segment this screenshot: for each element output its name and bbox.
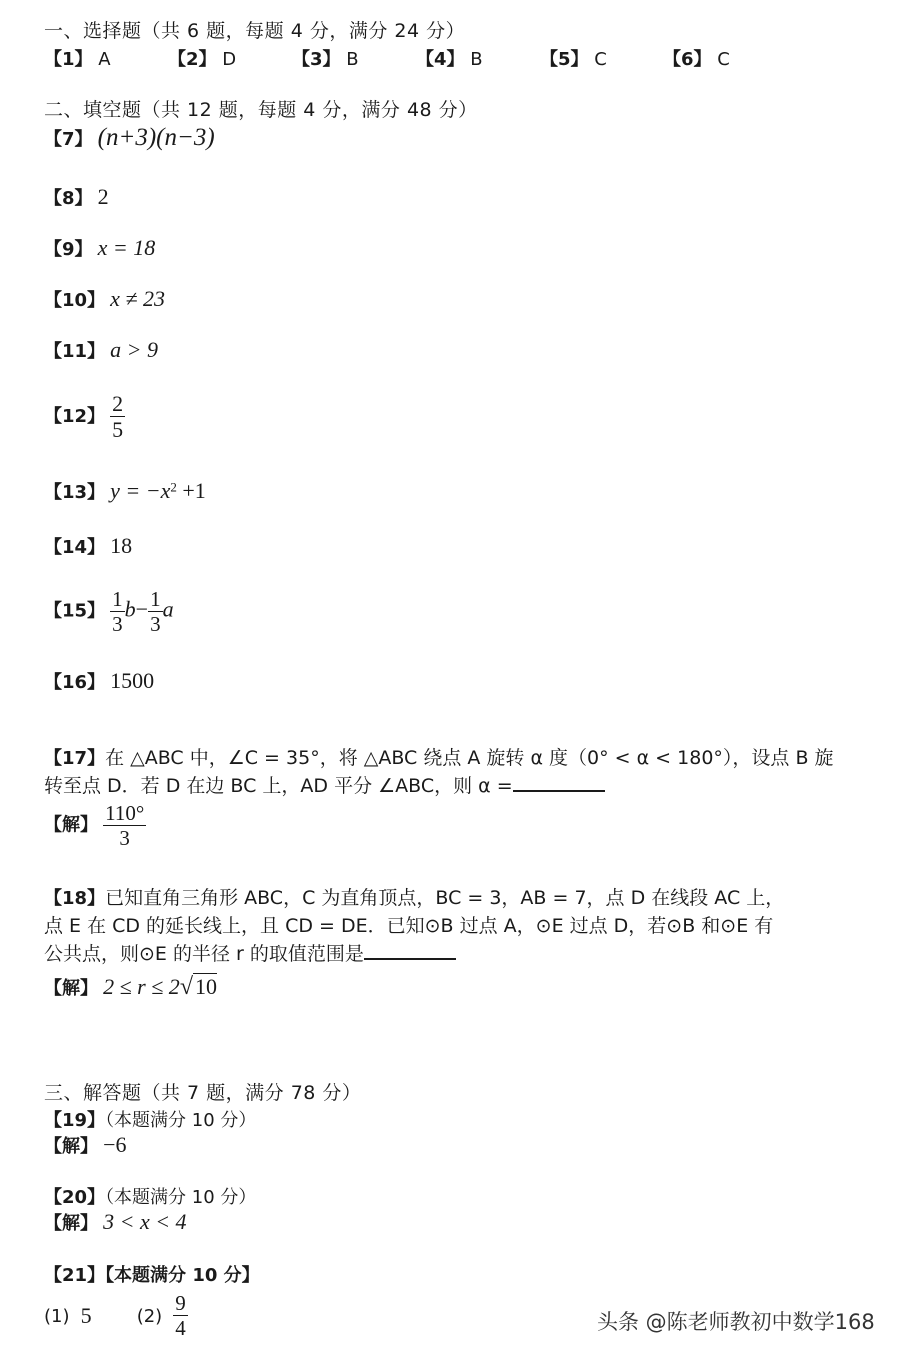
mc-item-5: 【5】 C xyxy=(540,49,607,70)
solution-18: 【解】 2 ≤ r ≤ 2√10 xyxy=(44,974,217,1000)
section3-title: 三、解答题（共 7 题，满分 78 分） xyxy=(44,1082,362,1104)
question-18-line1: 【18】已知直角三角形 ABC，C 为直角顶点，BC = 3，AB = 7，点 D 在线段 AC 上， xyxy=(44,887,785,909)
fill-item-15: 【15】 $\frac{1}{3}$ b− $\frac{1}{3}$ a xyxy=(44,587,174,637)
answer-blank xyxy=(513,774,605,792)
question-18-line3: 公共点，则⊙E 的半径 r 的取值范围是 xyxy=(44,940,456,969)
fraction: $\frac{1}{3}$ xyxy=(112,587,123,637)
mc-item-6: 【6】 C xyxy=(663,49,730,70)
question-17-line1: 【17】在 △ABC 中，∠C = 35°，将 △ABC 绕点 A 旋转 α 度（0° < α < 180°），设点 B 旋 xyxy=(44,747,834,769)
mc-item-1: 【1】 A xyxy=(44,49,111,70)
mc-item-3: 【3】 B xyxy=(292,49,359,70)
question-17-line2: 转至点 D．若 D 在边 BC 上，AD 平分 ∠ABC，则 α = xyxy=(44,772,605,801)
solution-17: 【解】 $\frac{110^\circ}{3}$ xyxy=(44,801,145,851)
fill-item-8: 【8】 2 xyxy=(44,184,109,209)
fraction: $\frac{9}{4}$ xyxy=(175,1291,186,1341)
solution-20: 【解】 3 < x < 4 xyxy=(44,1209,187,1234)
fill-item-10: 【10】 x ≠ 23 xyxy=(44,286,165,311)
vector-b: b xyxy=(124,596,136,622)
fraction: $\frac{110^\circ}{3}$ xyxy=(105,801,145,851)
vector-a: a xyxy=(162,596,174,622)
answer-blank xyxy=(364,942,456,960)
watermark-text: 头条 @陈老师教初中数学168 xyxy=(597,1310,875,1334)
fraction: $\frac{1}{3}$ xyxy=(150,587,161,637)
mc-item-2: 【2】 D xyxy=(168,49,237,70)
fill-item-12: 【12】 $\frac{2}{5}$ xyxy=(44,391,124,443)
fill-item-7: 【7】 (n+3)(n−3) xyxy=(44,124,215,151)
fill-item-11: 【11】 a > 9 xyxy=(44,337,159,362)
mc-item-4: 【4】 B xyxy=(416,49,483,70)
solution-21: (1) 5 (2) $\frac{9}{4}$ xyxy=(44,1291,186,1341)
fraction: $\frac{2}{5}$ xyxy=(112,391,124,443)
question-18-line2: 点 E 在 CD 的延长线上，且 CD = DE．已知⊙B 过点 A，⊙E 过点 D，若⊙B 和⊙E 有 xyxy=(44,915,774,937)
solution-19: 【解】 −6 xyxy=(44,1132,127,1157)
fill-item-13: 【13】 $y = -x^2 +1$ xyxy=(44,478,206,503)
section1-title: 一、选择题（共 6 题，每题 4 分，满分 24 分） xyxy=(44,20,466,42)
section2-title: 二、填空题（共 12 题，每题 4 分，满分 48 分） xyxy=(44,99,478,121)
question-19-header: 【19】（本题满分 10 分） xyxy=(44,1110,257,1131)
fill-item-9: 【9】 x = 18 xyxy=(44,235,156,260)
question-21-header: 【21】【本题满分 10 分】 xyxy=(44,1265,260,1286)
fill-item-14: 【14】 18 xyxy=(44,533,133,558)
fill-item-16: 【16】 1500 xyxy=(44,668,155,693)
question-20-header: 【20】（本题满分 10 分） xyxy=(44,1187,257,1208)
